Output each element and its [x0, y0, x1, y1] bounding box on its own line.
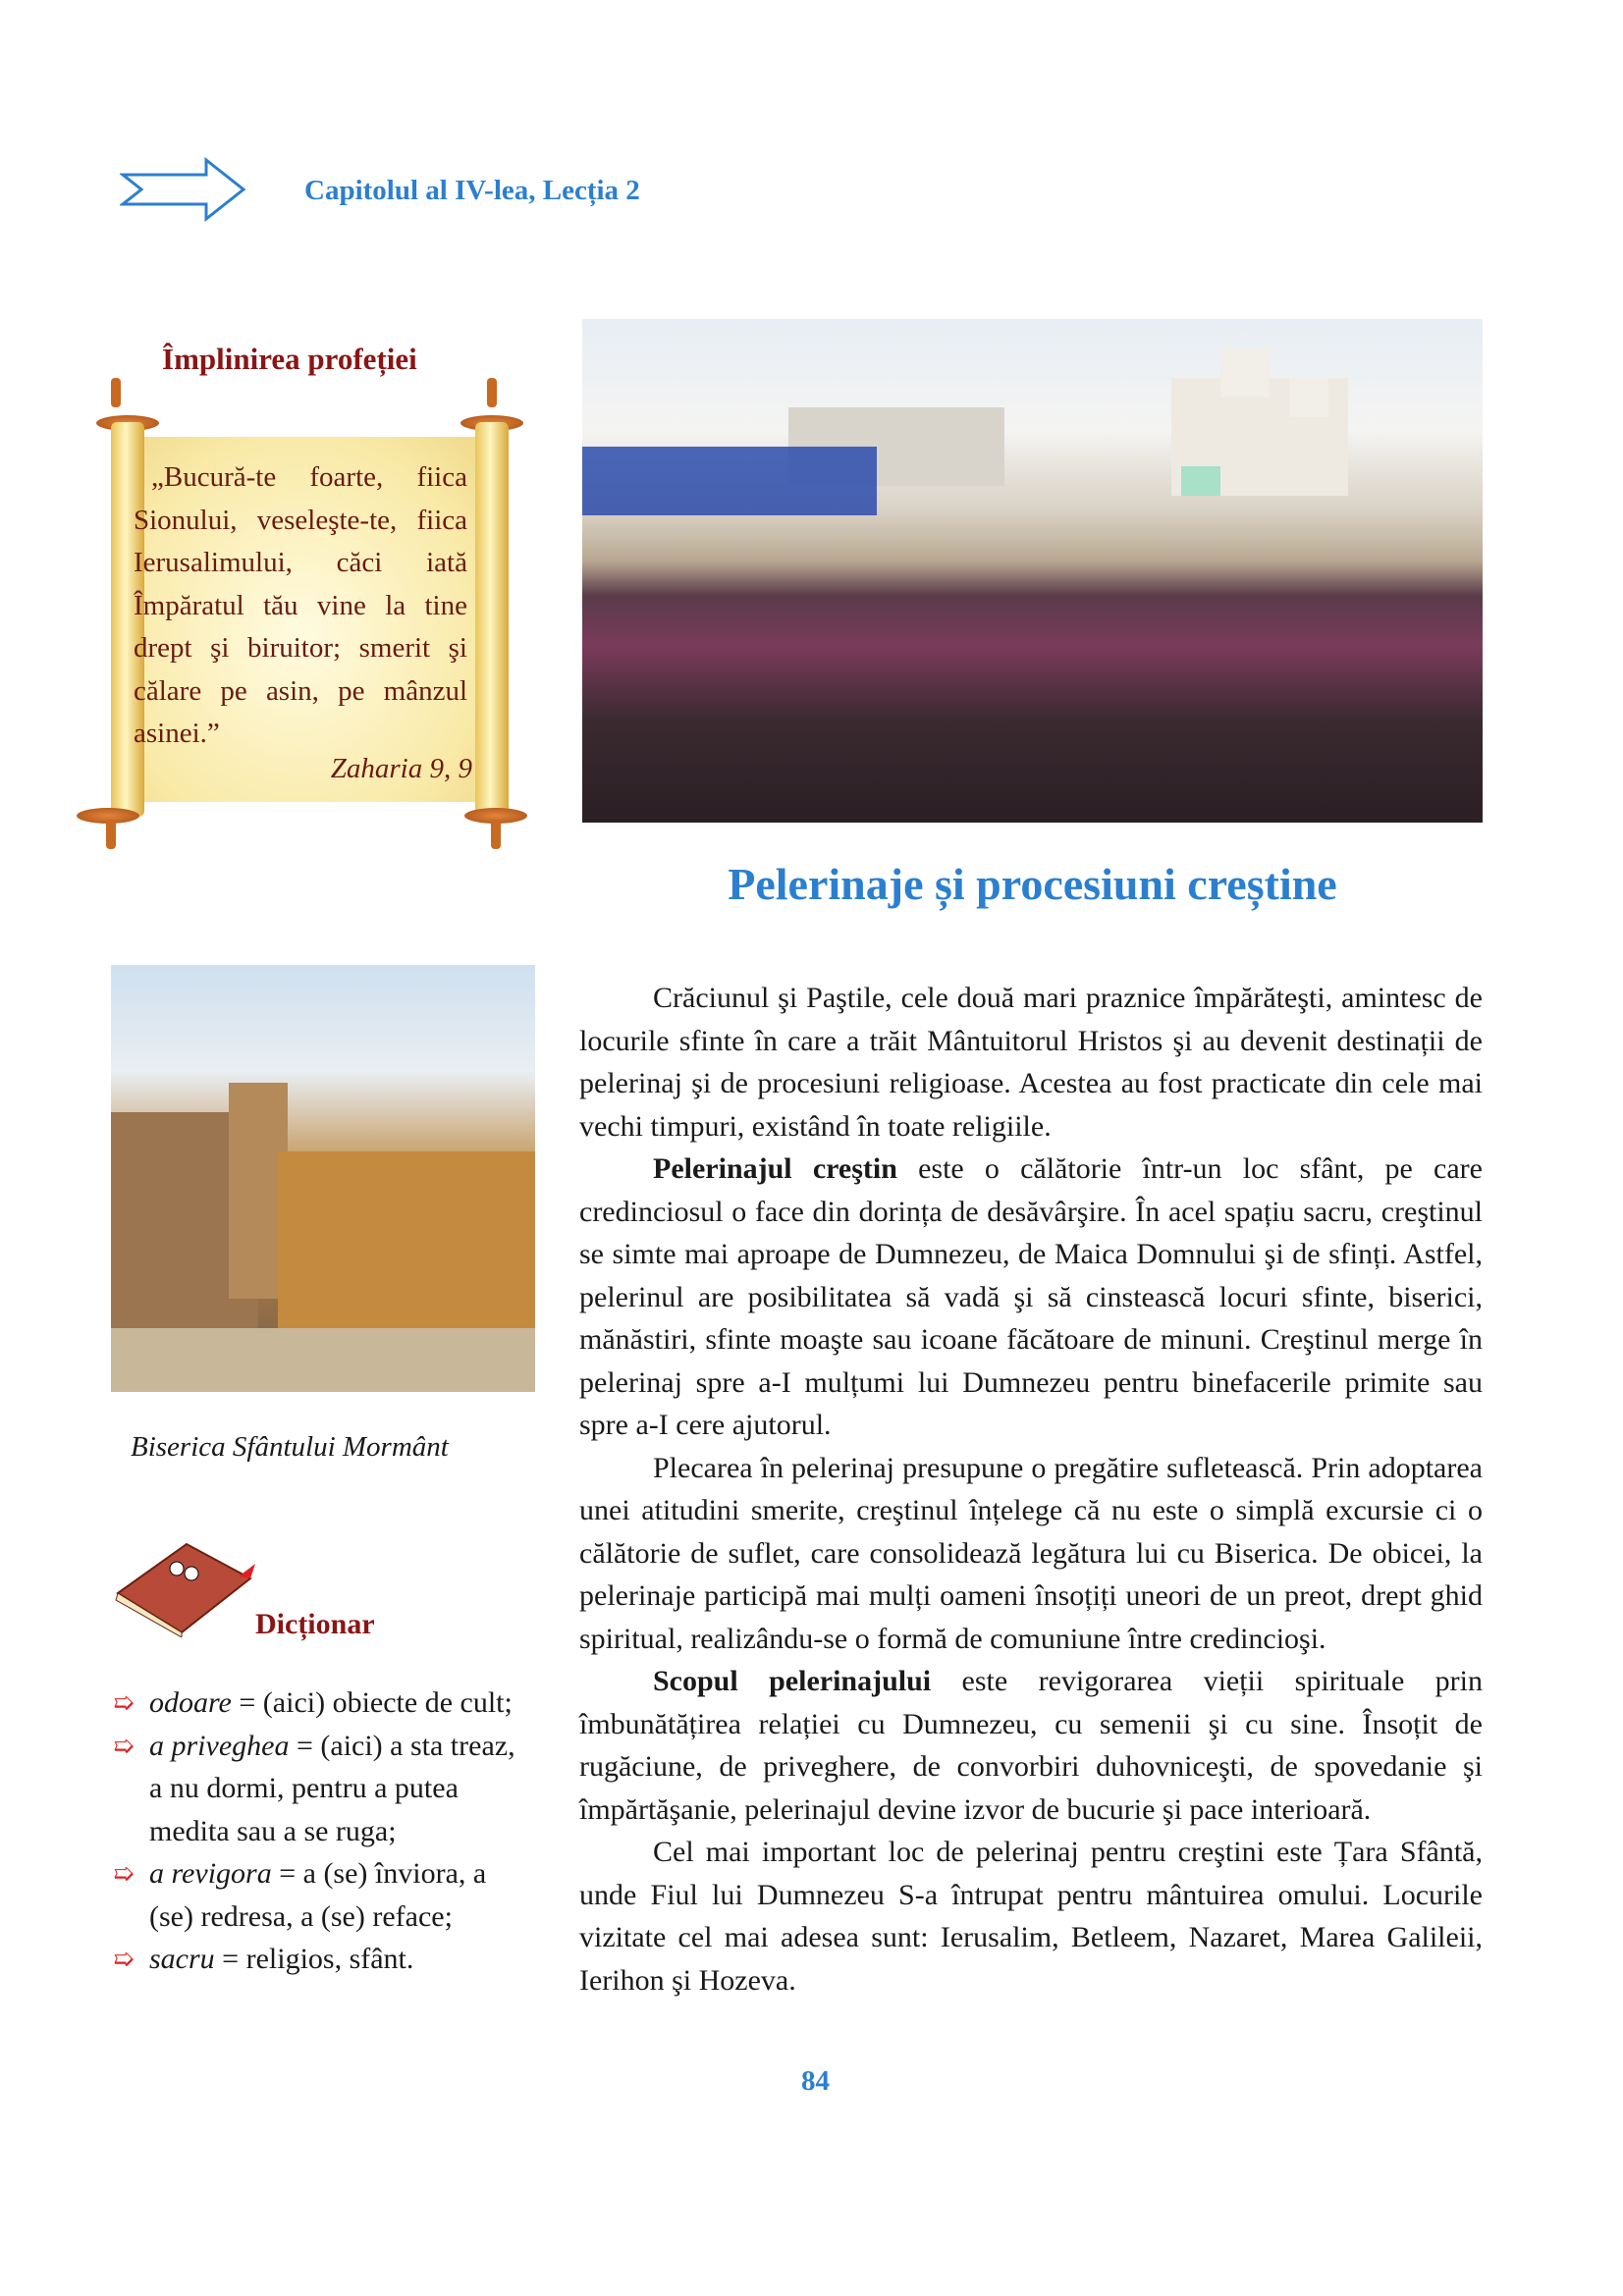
arrow-bullet-icon: ➯ [113, 1945, 135, 1973]
chapter-header: Capitolul al IV-lea, Lecția 2 [304, 175, 640, 206]
dictionary-list [113, 1682, 525, 1981]
lesson-body [579, 977, 1483, 2002]
prophecy-scroll [77, 378, 523, 849]
paragraph: Scopul pelerinajului este revigorarea vieții spirituale prin îmbunătățirea relației cu Dumnezeu, cu semenii şi cu sine. Însoțit de rugăciune, de priveghere, de convorbiri duhovniceşti, de spovedanie şi împărtăşanie, pelerinajul devine izvor de bucurie şi pace interioară. [579, 1665, 1484, 1826]
dictionary-entry: ➯ a revigora = a (se) înviora, a (se) redresa, a (se) reface; [113, 1852, 525, 1938]
dictionary-book-icon [113, 1539, 260, 1637]
paragraph: Plecarea în pelerinaj presupune o pregătire sufletească. Prin adoptarea unei atitudini smerite, creştinul înțelege că nu este o simplă excursie ci o călătorie de suflet, care consolidează legătura lui cu Biserica. De obicei, la pelerinaje participă mai mulți oameni însoțiți uneori de un preot, drept ghid spiritual, realizându-se o formă de comuniune între credincioşi. [579, 1451, 1483, 1655]
photo-caption: Biserica Sfântului Mormânt [131, 1431, 449, 1463]
arrow-bullet-icon: ➯ [113, 1731, 135, 1760]
quote-reference: Zaharia 9, 9 [330, 753, 472, 784]
dictionary-entry: ➯ sacru = religios, sfânt. [113, 1938, 525, 1981]
prophecy-quote: „Bucură-te foarte, fiica Sionului, veseleşte-te, fiica Ierusalimului, căci iată Împăratul tău vine la tine drept şi biruitor; smerit şi călare pe asin, pe mânzul asinei.” [134, 461, 467, 749]
arrow-bullet-icon: ➯ [113, 1859, 135, 1888]
scroll-title: Împlinirea profeției [162, 342, 417, 376]
arrow-right-icon [120, 157, 247, 222]
dictionary-entry: ➯ odoare = (aici) obiecte de cult; [113, 1682, 525, 1725]
paragraph: Crăciunul şi Paştile, cele două mari praznice împărăteşti, amintesc de locurile sfinte în care a trăit Mântuitorul Hristos şi au devenit destinații de pelerinaj şi de procesiuni religioase. Acestea au fost practicate din cele mai vechi timpuri, existând în toate religiile. [579, 982, 1483, 1143]
holy-sepulchre-photo [111, 965, 535, 1392]
arrow-bullet-icon: ➯ [113, 1688, 135, 1717]
paragraph: Cel mai important loc de pelerinaj pentru creştini este Țara Sfântă, unde Fiul lui Dumnezeu S-a întrupat pentru mântuirea omului. Locurile vizitate cel mai adesea sunt: Ierusalim, Betleem, Nazaret, Marea Galileii, Ierihon şi Hozeva. [579, 1836, 1483, 1997]
paragraph: Pelerinajul creştin este o călătorie într-un loc sfânt, pe care credinciosul o face din dorința de desăvârşire. În acel spațiu sacru, creştinul se simte mai aproape de Dumnezeu, de Maica Domnului şi de sfinți. Astfel, pelerinul are posibilitatea să vadă şi să cinstească locuri sfinte, biserici, mănăstiri, sfinte moaşte sau icoane făcătoare de minuni. Creştinul merge în pelerinaj spre a-I mulțumi lui Dumnezeu pentru binefacerile primite sau spre a-I cere ajutorul. [579, 1152, 1483, 1441]
dictionary-title: Dicționar [255, 1608, 375, 1640]
lesson-title: Pelerinaje și procesiuni creștine [728, 859, 1337, 909]
page-number: 84 [801, 2065, 830, 2097]
dictionary-entry: ➯ a priveghea = (aici) a sta treaz, a nu dormi, pentru a putea medita sau a se ruga; [113, 1725, 525, 1853]
patriarchal-cathedral-pilgrimage-photo [582, 319, 1483, 823]
